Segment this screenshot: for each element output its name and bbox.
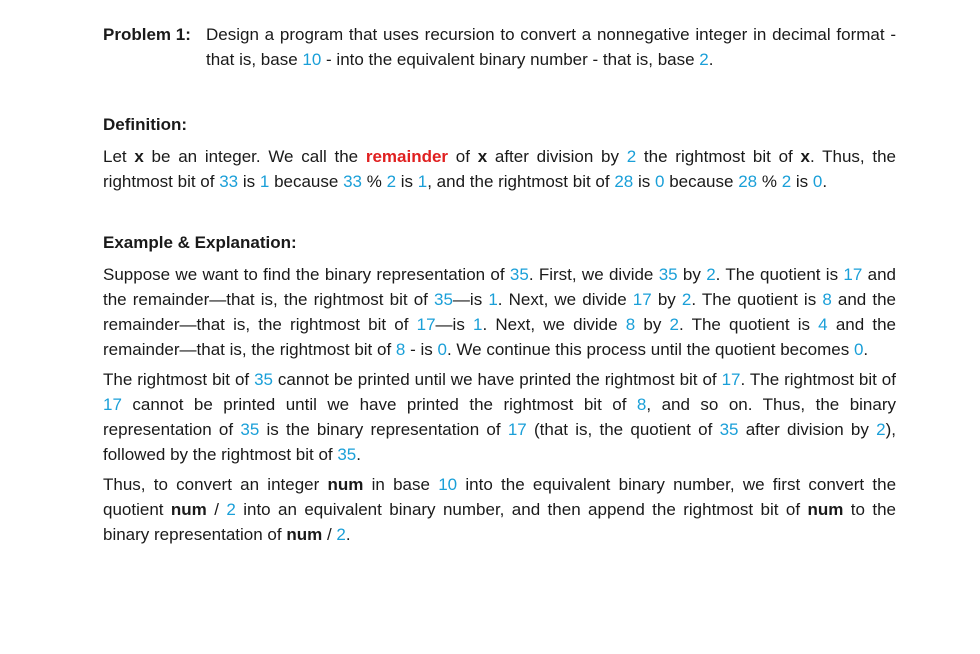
number: 17	[721, 370, 741, 389]
text: .	[356, 445, 361, 464]
text: after division by	[487, 147, 627, 166]
text: (that is, the quotient of	[526, 420, 720, 439]
number: 35	[719, 420, 739, 439]
text: . Next, we divide	[482, 315, 626, 334]
text: . The quotient is	[678, 315, 819, 334]
text: the rightmost bit of	[636, 147, 801, 166]
problem-label: Problem 1:	[103, 25, 191, 44]
number: 2	[226, 500, 236, 519]
text: be an integer. We call the	[143, 147, 366, 166]
text: is	[633, 172, 655, 191]
number: 0	[655, 172, 665, 191]
number: 35	[434, 290, 453, 309]
number: 28	[738, 172, 758, 191]
example-paragraph-2	[103, 367, 896, 467]
number: 1	[473, 315, 483, 334]
number: 10	[302, 50, 322, 69]
number: 35	[254, 370, 273, 389]
text: . Next, we divide	[497, 290, 633, 309]
number: 2	[699, 50, 709, 69]
number: 2	[781, 172, 792, 191]
number: 35	[240, 420, 260, 439]
text: is the binary representation of	[259, 420, 508, 439]
text: and the remainder—that is, the rightmost bit of	[103, 265, 896, 309]
number: 10	[438, 475, 458, 494]
variable-num: num	[327, 475, 364, 494]
text: .	[345, 525, 351, 544]
example-heading: Example & Explanation:	[103, 233, 297, 252]
text: is	[396, 172, 418, 191]
text: by	[677, 265, 707, 284]
number: 2	[336, 525, 346, 544]
text: /	[206, 500, 227, 519]
example-paragraph-1	[103, 262, 896, 362]
number: 1	[259, 172, 270, 191]
number: 17	[843, 265, 863, 284]
text: /	[322, 525, 337, 544]
problem-text	[206, 22, 896, 72]
text: %	[362, 172, 387, 191]
variable-x: x	[800, 147, 810, 166]
text: —is	[452, 290, 489, 309]
number: 17	[632, 290, 652, 309]
number: 0	[812, 172, 823, 191]
number: 17	[416, 315, 436, 334]
variable-num: num	[170, 500, 207, 519]
text: Let	[103, 147, 135, 166]
text: . The rightmost bit of	[740, 370, 896, 389]
text: The rightmost bit of	[103, 370, 255, 389]
text: because	[664, 172, 739, 191]
number: 8	[625, 315, 636, 334]
number: 35	[509, 265, 529, 284]
text: , and so on. Thus, the binary representation of	[103, 395, 897, 439]
text: . The quotient is	[691, 290, 823, 309]
number: 17	[103, 395, 122, 414]
variable-x: x	[134, 147, 144, 166]
text: is	[791, 172, 813, 191]
text: .	[708, 50, 714, 69]
number: 2	[876, 420, 886, 439]
text: . The quotient is	[715, 265, 844, 284]
text: - into the equivalent binary number - that is, base	[321, 50, 700, 69]
number: 35	[658, 265, 678, 284]
text: , and the rightmost bit of	[427, 172, 615, 191]
text: .	[822, 172, 828, 191]
number: 2	[706, 265, 716, 284]
text: ), followed by the rightmost bit of	[103, 420, 896, 464]
remainder-term: remainder	[365, 147, 449, 166]
number: 8	[636, 395, 647, 414]
text: Thus, to convert an integer	[103, 475, 328, 494]
text: —is	[435, 315, 473, 334]
text: by	[635, 315, 670, 334]
text: into an equivalent binary number, and then append the rightmost bit of	[235, 500, 808, 519]
text: cannot be printed until we have printed the rightmost bit of	[273, 370, 722, 389]
number: 2	[626, 147, 637, 166]
text: Suppose we want to find the binary representation of	[103, 265, 510, 284]
problem-statement	[103, 22, 896, 72]
number: 1	[417, 172, 428, 191]
text: . We continue this process until the quotient becomes	[446, 340, 854, 359]
variable-num: num	[807, 500, 844, 519]
text: Design a program that uses recursion to convert a nonnegative integer in decimal format - that is, base	[206, 25, 896, 69]
number: 28	[614, 172, 634, 191]
variable-x: x	[477, 147, 488, 166]
number: 0	[853, 340, 864, 359]
number: 2	[386, 172, 397, 191]
text: and the remainder—that is, the rightmost bit of	[103, 315, 896, 359]
text: .	[863, 340, 869, 359]
text: - is	[405, 340, 438, 359]
definition-paragraph	[103, 144, 896, 194]
number: 17	[507, 420, 527, 439]
document	[103, 22, 896, 547]
number: 8	[395, 340, 406, 359]
number: 33	[219, 172, 239, 191]
text: and the remainder—that is, the rightmost bit of	[103, 290, 897, 334]
text: . First, we divide	[528, 265, 659, 284]
number: 2	[681, 290, 692, 309]
text: after division by	[738, 420, 877, 439]
text: into the equivalent binary number, we first convert the quotient	[103, 475, 897, 519]
text: is	[238, 172, 260, 191]
number: 0	[437, 340, 447, 359]
text: of	[448, 147, 478, 166]
text: in base	[363, 475, 439, 494]
number: 1	[488, 290, 498, 309]
text: because	[269, 172, 344, 191]
definition-heading: Definition:	[103, 115, 188, 134]
text: by	[651, 290, 682, 309]
example-paragraph-3	[103, 472, 896, 547]
text: %	[757, 172, 782, 191]
number: 4	[818, 315, 828, 334]
number: 35	[337, 445, 357, 464]
number: 33	[343, 172, 362, 191]
text: cannot be printed until we have printed the rightmost bit of	[121, 395, 637, 414]
text: to the binary representation of	[103, 500, 896, 544]
text: . Thus, the rightmost bit of	[103, 147, 897, 191]
number: 2	[669, 315, 679, 334]
variable-num: num	[286, 525, 323, 544]
number: 8	[822, 290, 832, 309]
